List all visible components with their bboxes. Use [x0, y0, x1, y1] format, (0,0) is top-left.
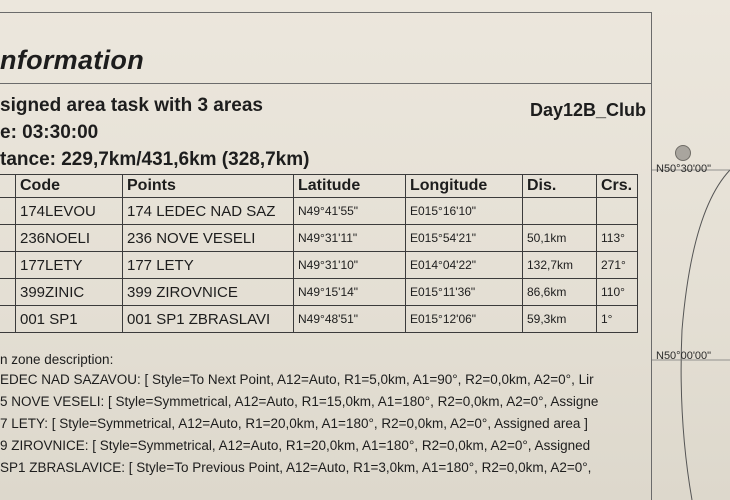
- zone-line: SP1 ZBRASLAVICE: [ Style=To Previous Point, A12=Auto, R1=3,0km, A1=180°, R2=0,0km, A2=0°,: [0, 460, 592, 475]
- distance-cell: 132,7km: [523, 252, 597, 279]
- point-cell: 177 LETY: [123, 252, 294, 279]
- course-cell: 1°: [597, 306, 638, 333]
- code-cell: 174LEVOU: [16, 198, 123, 225]
- longitude-cell: E014°04'22": [406, 252, 523, 279]
- day-label: Day12B_Club: [530, 100, 647, 120]
- task-distance: tance: 229,7km/431,6km (328,7km): [0, 149, 310, 170]
- table-row: [0, 198, 638, 225]
- col-header-longitude: Longitude: [406, 175, 523, 198]
- zone-line: EDEC NAD SAZAVOU: [ Style=To Next Point, A12=Auto, R1=5,0km, A1=90°, R2=0,0km, A2=0°, Lir: [0, 372, 594, 387]
- row-index-cell: [0, 225, 16, 252]
- longitude-cell: E015°54'21": [406, 225, 523, 252]
- title-rule: [0, 83, 652, 84]
- zone-line: 7 LETY: [ Style=Symmetrical, A12=Auto, R1=20,0km, A1=180°, R2=0,0km, A2=0°, Assigned area ]: [0, 416, 588, 431]
- map-panel: [652, 0, 730, 500]
- col-header-points: Points: [123, 175, 294, 198]
- col-header-course: Crs.: [597, 175, 638, 198]
- latitude-cell: N49°31'10": [294, 252, 406, 279]
- course-cell: [597, 198, 638, 225]
- course-cell: 113°: [597, 225, 638, 252]
- latitude-cell: N49°15'14": [294, 279, 406, 306]
- point-cell: 399 ZIROVNICE: [123, 279, 294, 306]
- course-cell: 271°: [597, 252, 638, 279]
- row-index-cell: [0, 306, 16, 333]
- map-lat-label-1: N50°30'00": [656, 163, 712, 175]
- code-cell: 399ZINIC: [16, 279, 123, 306]
- distance-cell: 50,1km: [523, 225, 597, 252]
- course-cell: 110°: [597, 279, 638, 306]
- zone-line: 9 ZIROVNICE: [ Style=Symmetrical, A12=Auto, R1=20,0km, A1=180°, R2=0,0km, A2=0°, Assigned: [0, 438, 591, 453]
- table-row: [0, 279, 638, 306]
- row-index-cell: [0, 279, 16, 306]
- code-cell: 001 SP1: [16, 306, 123, 333]
- map-marker-icon: [675, 145, 691, 161]
- turnpoint-table: [0, 174, 638, 333]
- map-lat-label-2: N50°00'00": [656, 350, 712, 362]
- code-cell: 236NOELI: [16, 225, 123, 252]
- top-border: [0, 12, 652, 13]
- section-title: nformation: [0, 45, 144, 75]
- code-cell: 177LETY: [16, 252, 123, 279]
- col-header-distance: Dis.: [523, 175, 597, 198]
- zone-line: 5 NOVE VESELI: [ Style=Symmetrical, A12=Auto, R1=15,0km, A1=180°, R2=0,0km, A2=0°, Assigne: [0, 394, 599, 409]
- point-cell: 174 LEDEC NAD SAZ: [123, 198, 294, 225]
- distance-cell: 59,3km: [523, 306, 597, 333]
- task-time: e: 03:30:00: [0, 122, 99, 143]
- longitude-cell: E015°12'06": [406, 306, 523, 333]
- table-row: [0, 306, 638, 333]
- col-header-code: Code: [16, 175, 123, 198]
- col-header-latitude: Latitude: [294, 175, 406, 198]
- distance-cell: [523, 198, 597, 225]
- zone-description-heading: n zone description:: [0, 352, 114, 367]
- latitude-cell: N49°31'11": [294, 225, 406, 252]
- distance-cell: 86,6km: [523, 279, 597, 306]
- latitude-cell: N49°41'55": [294, 198, 406, 225]
- longitude-cell: E015°16'10": [406, 198, 523, 225]
- table-row: [0, 252, 638, 279]
- point-cell: 001 SP1 ZBRASLAVI: [123, 306, 294, 333]
- latitude-cell: N49°48'51": [294, 306, 406, 333]
- zone-arc: [681, 170, 730, 500]
- col-header-index: [0, 175, 16, 198]
- point-cell: 236 NOVE VESELI: [123, 225, 294, 252]
- row-index-cell: [0, 198, 16, 225]
- task-type: signed area task with 3 areas: [0, 95, 263, 116]
- row-index-cell: [0, 252, 16, 279]
- table-row: [0, 225, 638, 252]
- table-header-row: [0, 175, 638, 198]
- longitude-cell: E015°11'36": [406, 279, 523, 306]
